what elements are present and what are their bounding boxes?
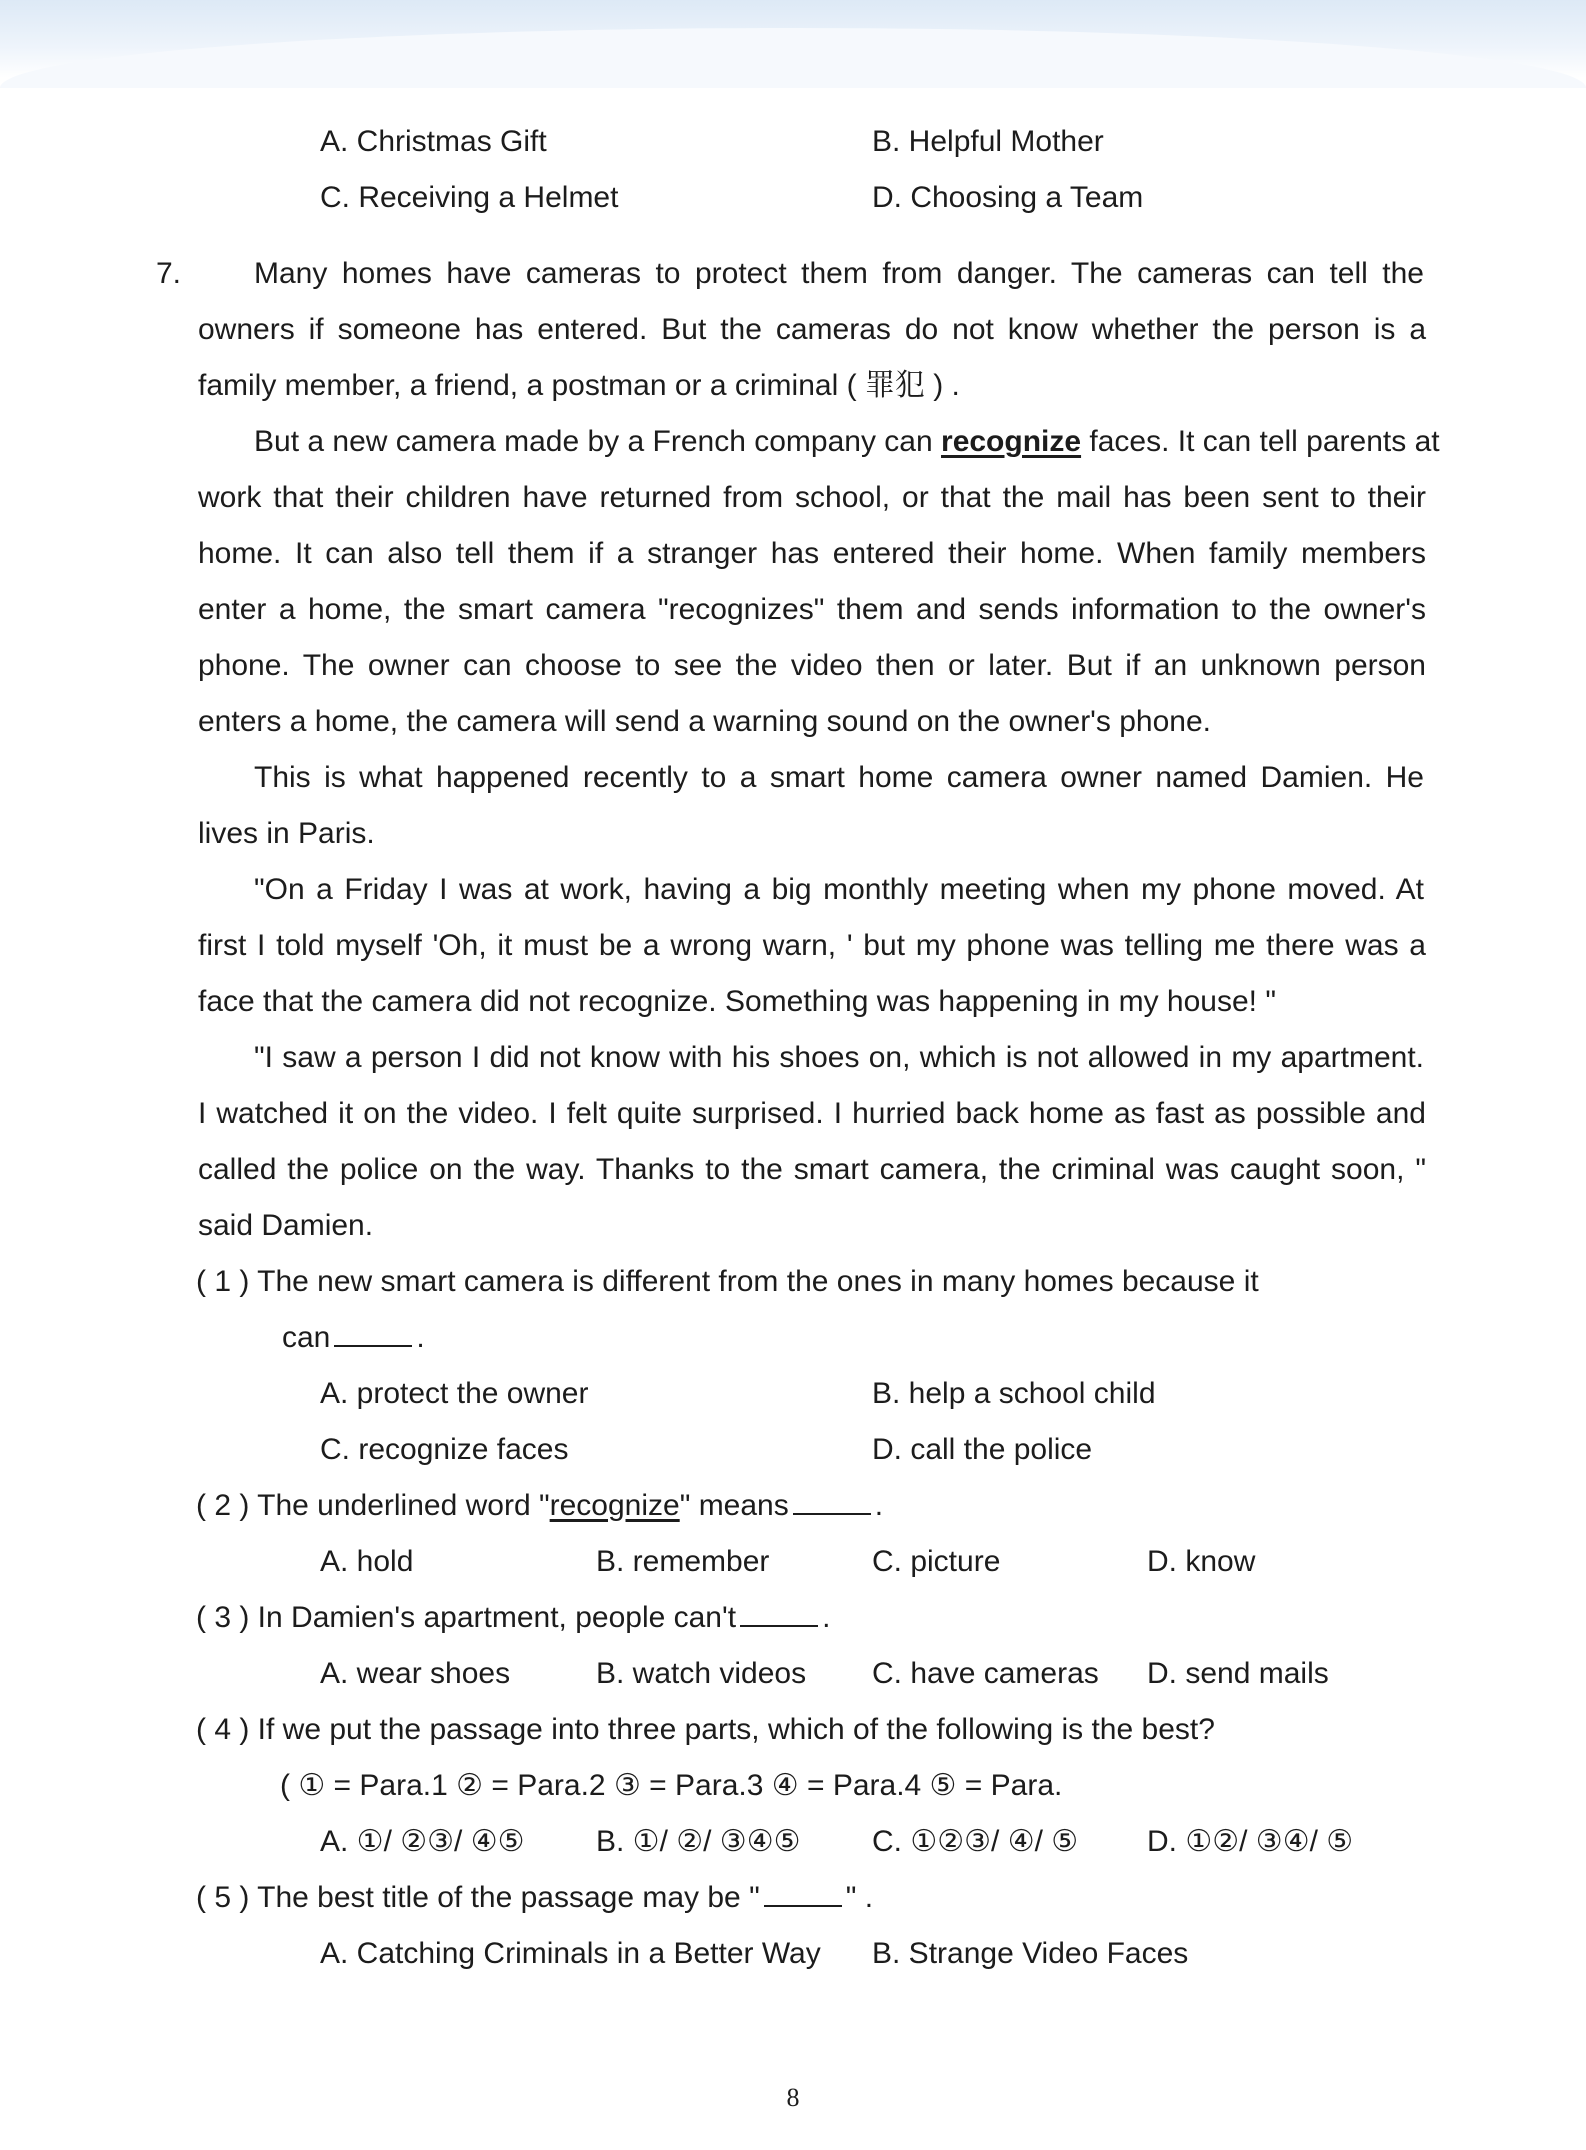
- passage-line: "I saw a person I did not know with his shoes on, which is not allowed in my apartment.: [254, 1041, 1424, 1074]
- passage-line: work that their children have returned from school, or that the mail has been sent to their: [198, 481, 1426, 514]
- passage-line: family member, a friend, a postman or a criminal ( 罪犯 ) .: [198, 369, 960, 402]
- stem-text: can: [282, 1321, 331, 1354]
- subquestion-4-stem: ( 4 ) If we put the passage into three parts, which of the following is the best?: [196, 1713, 1215, 1746]
- q1-option-a: A. protect the owner: [320, 1377, 589, 1410]
- subquestion-1-stem-cont: [282, 1318, 425, 1358]
- stem-text: ( 3 ) In Damien's apartment, people can't: [196, 1601, 737, 1634]
- passage-line: I watched it on the video. I felt quite surprised. I hurried back home as fast as possible and: [198, 1097, 1426, 1130]
- underlined-word: recognize: [941, 425, 1082, 458]
- prev-option-c: C. Receiving a Helmet: [320, 181, 619, 214]
- passage-line: enters a home, the camera will send a warning sound on the owner's phone.: [198, 705, 1211, 738]
- stem-text: ( 5 ) The best title of the passage may be ": [196, 1881, 760, 1914]
- prev-option-d: D. Choosing a Team: [872, 181, 1144, 214]
- header-wave: [0, 28, 1586, 88]
- page-number: 8: [786, 2083, 800, 2112]
- passage-text: But a new camera made by a French company can: [254, 425, 942, 458]
- prev-option-b: B. Helpful Mother: [872, 125, 1104, 158]
- stem-text: " means: [679, 1489, 789, 1522]
- subquestion-2-stem: [196, 1486, 883, 1526]
- passage-line: said Damien.: [198, 1209, 374, 1242]
- q4-option-d: D. ①②/ ③④/ ⑤: [1147, 1825, 1354, 1858]
- stem-text: ( 2 ) The underlined word ": [196, 1489, 550, 1522]
- stem-text: .: [822, 1601, 831, 1634]
- q2-option-b: B. remember: [596, 1545, 770, 1578]
- q5-option-b: B. Strange Video Faces: [872, 1937, 1189, 1970]
- prev-option-a: A. Christmas Gift: [320, 125, 547, 158]
- passage-line: home. It can also tell them if a stranger has entered their home. When family members: [198, 537, 1426, 570]
- passage-line: called the police on the way. Thanks to the smart camera, the criminal was caught soon, ": [198, 1153, 1426, 1186]
- passage-line: Many homes have cameras to protect them from danger. The cameras can tell the: [254, 257, 1424, 290]
- q4-option-a: A. ①/ ②③/ ④⑤: [320, 1825, 525, 1858]
- passage-line-recognize: [254, 422, 1440, 462]
- q1-option-b: B. help a school child: [872, 1377, 1156, 1410]
- stem-text: .: [874, 1489, 884, 1522]
- answer-blank: [793, 1487, 871, 1515]
- passage-text: faces. It can tell parents at: [1081, 425, 1440, 458]
- answer-blank: [334, 1319, 412, 1347]
- q3-option-b: B. watch videos: [596, 1657, 807, 1690]
- passage-line: "On a Friday I was at work, having a big monthly meeting when my phone moved. At: [254, 873, 1424, 906]
- q4-option-b: B. ①/ ②/ ③④⑤: [596, 1825, 801, 1858]
- q1-option-c: C. recognize faces: [320, 1433, 569, 1466]
- q3-option-a: A. wear shoes: [320, 1657, 511, 1690]
- q4-option-c: C. ①②③/ ④/ ⑤: [872, 1825, 1079, 1858]
- q2-option-d: D. know: [1147, 1545, 1256, 1578]
- passage-line: phone. The owner can choose to see the video then or later. But if an unknown person: [198, 649, 1426, 682]
- q3-option-c: C. have cameras: [872, 1657, 1099, 1690]
- answer-blank: [764, 1879, 842, 1907]
- passage-line: owners if someone has entered. But the cameras do not know whether the person is a: [198, 313, 1426, 346]
- passage-line: lives in Paris.: [198, 817, 375, 850]
- passage-line: enter a home, the smart camera "recognizes" them and sends information to the owner's: [198, 593, 1426, 626]
- passage-line: This is what happened recently to a smart home camera owner named Damien. He: [254, 761, 1424, 794]
- passage-line: first I told myself 'Oh, it must be a wrong warn, ' but my phone was telling me there was a: [198, 929, 1426, 962]
- underlined-word: recognize: [549, 1489, 680, 1522]
- subquestion-4-key: ( ① = Para.1 ② = Para.2 ③ = Para.3 ④ = Para.4 ⑤ = Para.: [280, 1769, 1063, 1802]
- page-header-band: [0, 0, 1586, 78]
- q5-option-a: A. Catching Criminals in a Better Way: [320, 1937, 821, 1970]
- q2-option-a: A. hold: [320, 1545, 414, 1578]
- answer-blank: [740, 1599, 818, 1627]
- passage-line: face that the camera did not recognize. Something was happening in my house! ": [198, 985, 1276, 1018]
- subquestion-5-stem: [196, 1878, 873, 1918]
- q2-option-c: C. picture: [872, 1545, 1001, 1578]
- question-number: 7.: [156, 257, 182, 290]
- stem-text: " .: [845, 1881, 874, 1914]
- q1-option-d: D. call the police: [872, 1433, 1093, 1466]
- subquestion-1-stem: ( 1 ) The new smart camera is different from the ones in many homes because it: [196, 1265, 1259, 1298]
- subquestion-3-stem: [196, 1598, 830, 1638]
- q3-option-d: D. send mails: [1147, 1657, 1329, 1690]
- stem-text: .: [416, 1321, 425, 1354]
